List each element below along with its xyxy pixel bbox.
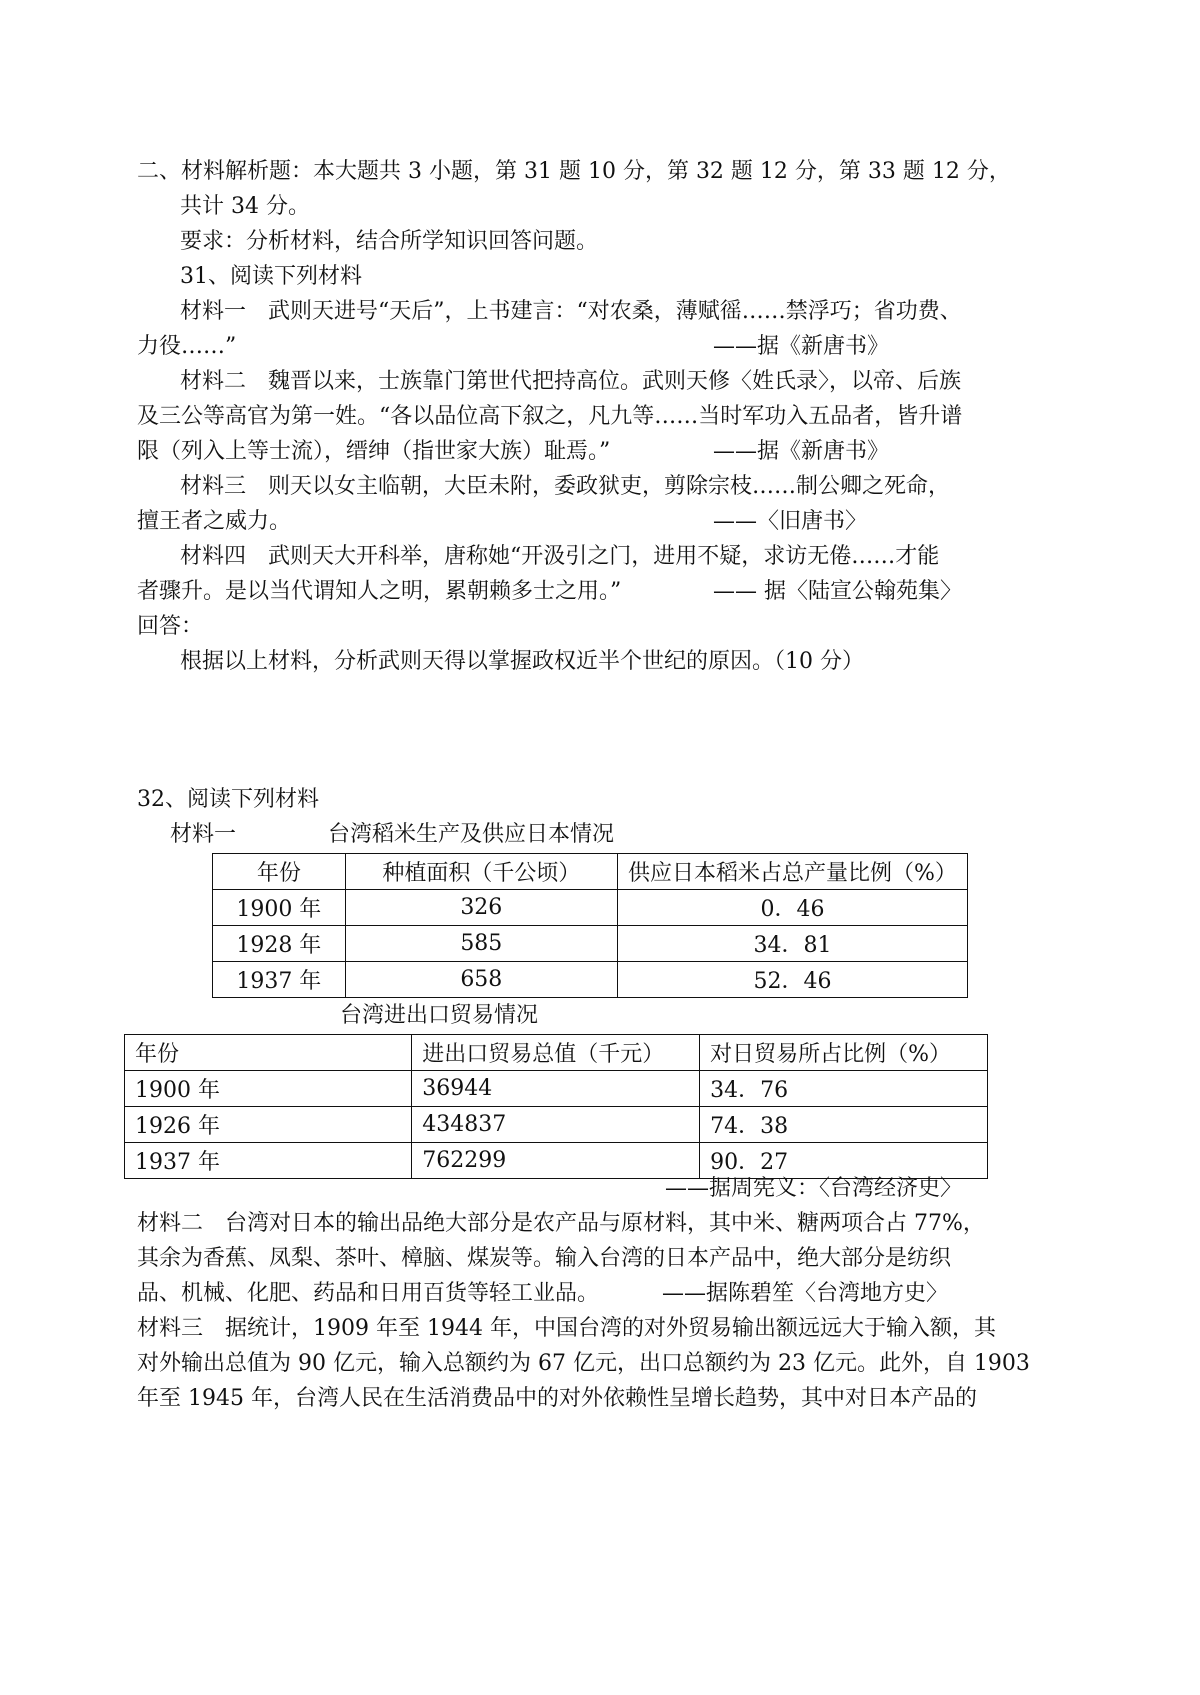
q31-title: 31、阅读下列材料 [180,264,362,289]
header-cell: 年份 [125,1035,412,1071]
q31-material4-line1: 材料四 武则天大开科举，唐称她“开汲引之门，进用不疑，求访无倦……才能 [180,544,940,569]
table1-caption: 台湾稻米生产及供应日本情况 [328,822,615,847]
table-cell: 90．27 [700,1143,988,1179]
q32-material2-line1: 材料二 台湾对日本的输出品绝大部分是农产品与原材料，其中米、糖两项合占 77%， [137,1211,985,1236]
header-cell: 对日贸易所占比例（%） [700,1035,988,1071]
q31-material3-source: ——〈旧唐书〉 [713,509,868,534]
table-cell: 34．76 [700,1071,988,1107]
q32-material3-line2: 对外输出总值为 90 亿元，输入总额约为 67 亿元，出口总额约为 23 亿元。此外，自 1903 [137,1351,1030,1376]
table-source: ——据周宪义：〈台湾经济史〉 [665,1176,963,1201]
table-cell: 36944 [412,1071,700,1107]
table-cell: 326 [345,890,617,926]
q31-material2-line1: 材料二 魏晋以来，士族靠门第世代把持高位。武则天修〈姓氏录〉，以帝、后族 [180,369,962,394]
table-header-row [213,854,968,890]
header-cell: 种植面积（千公顷） [345,854,617,890]
table-row [125,1071,988,1107]
q32-title: 32、阅读下列材料 [137,787,319,812]
table-row [213,962,968,998]
table-cell: 34．81 [617,926,967,962]
q32-material2-line3: 品、机械、化肥、药品和日用百货等轻工业品。 [137,1281,600,1306]
table-cell: 1926 年 [125,1107,412,1143]
table-cell: 762299 [412,1143,700,1179]
table-cell: 658 [345,962,617,998]
q32-material2-source: ——据陈碧笙〈台湾地方史〉 [662,1281,949,1306]
trade-table [124,1034,988,1179]
q31-material2-source: ——据《新唐书》 [713,439,890,464]
section-heading: 二、材料解析题：本大题共 3 小题，第 31 题 10 分，第 32 题 12 分，第 33 题 12 分， [137,159,1011,184]
table-cell: 1900 年 [213,890,346,926]
table-cell: 74．38 [700,1107,988,1143]
table-cell: 52．46 [617,962,967,998]
rice-table [212,853,968,998]
table-row [213,890,968,926]
header-cell: 年份 [213,854,346,890]
table-row [213,926,968,962]
table2-caption: 台湾进出口贸易情况 [340,1003,539,1028]
q31-material1-source: ——据《新唐书》 [713,334,890,359]
q32-material2-line2: 其余为香蕉、凤梨、茶叶、樟脑、煤炭等。输入台湾的日本产品中，绝大部分是纺织 [137,1246,952,1271]
header-cell: 供应日本稻米占总产量比例（%） [617,854,967,890]
table-cell: 0．46 [617,890,967,926]
q31-material3-line2: 擅王者之威力。 [137,509,292,534]
q31-material4-source: —— 据〈陆宣公翰苑集〉 [713,579,962,604]
header-cell: 进出口贸易总值（千元） [412,1035,700,1071]
q31-question: 根据以上材料，分析武则天得以掌握政权近半个世纪的原因。（10 分） [180,649,864,674]
q31-material4-line2: 者骤升。是以当代谓知人之明，累朝赖多士之用。” [137,579,622,604]
q32-material1-label: 材料一 [170,822,237,847]
table-header-row [125,1035,988,1071]
q31-material2-line2: 及三公等高官为第一姓。“各以品位高下叙之，凡九等……当时军功入五品者，皆升谱 [137,404,963,429]
section-heading-cont: 共计 34 分。 [180,194,310,219]
table-cell: 434837 [412,1107,700,1143]
table-row [125,1107,988,1143]
q32-material3-line1: 材料三 据统计，1909 年至 1944 年，中国台湾的对外贸易输出额远远大于输入额，其 [137,1316,996,1341]
table-cell: 1937 年 [213,962,346,998]
q31-answer-label: 回答： [137,614,204,639]
q31-material2-line3: 限（列入上等士流），缙绅（指世家大族）耻焉。” [137,439,611,464]
table-cell: 585 [345,926,617,962]
q32-material3-line3: 年至 1945 年，台湾人民在生活消费品中的对外依赖性呈增长趋势，其中对日本产品的 [137,1386,977,1411]
q31-material1-line2: 力役……” [137,334,237,359]
q31-material1-line1: 材料一 武则天进号“天后”，上书建言：“对农桑，薄赋徭……禁浮巧；省功费、 [180,299,962,324]
requirement-line: 要求：分析材料，结合所学知识回答问题。 [180,229,599,254]
q31-material3-line1: 材料三 则天以女主临朝，大臣未附，委政狱吏，剪除宗枝……制公卿之死命， [180,474,951,499]
table-cell: 1900 年 [125,1071,412,1107]
table-cell: 1928 年 [213,926,346,962]
table-cell: 1937 年 [125,1143,412,1179]
